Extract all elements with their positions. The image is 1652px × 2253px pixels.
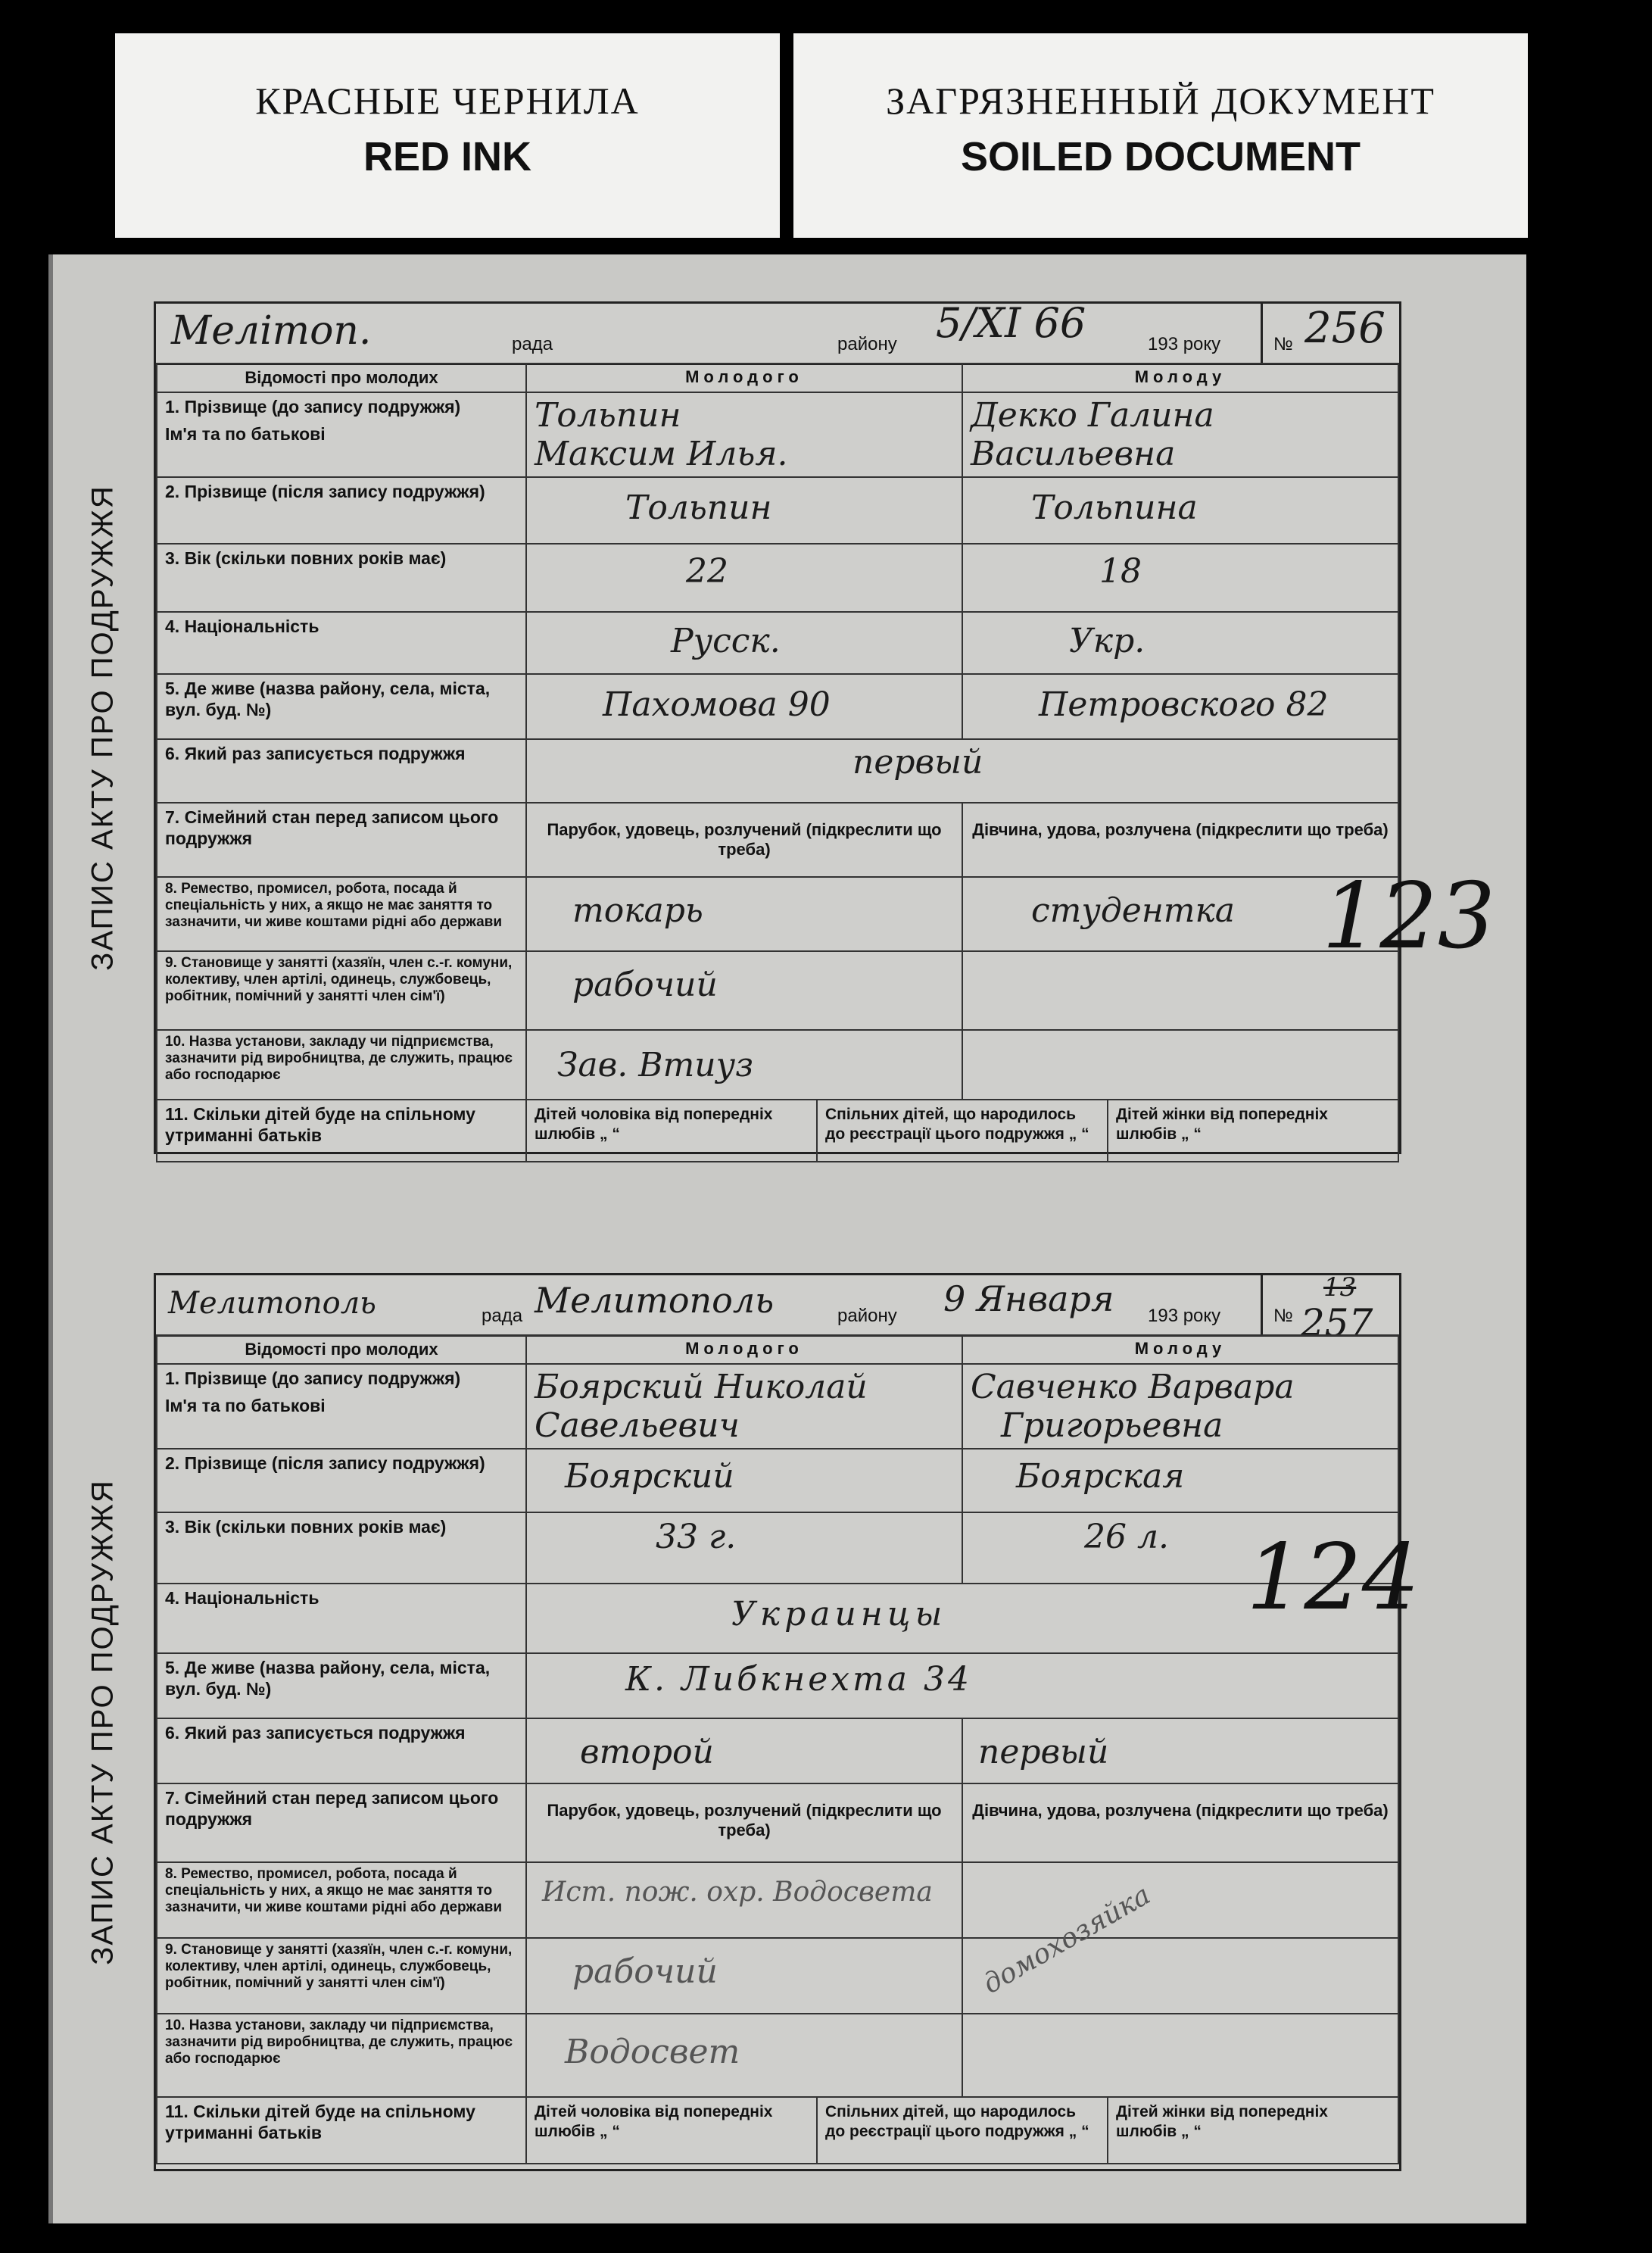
row-1-label: 1. Прізвище (до запису подружжя) Ім'я та по батькові [157, 392, 526, 477]
red-ink-ru: КРАСНЫЕ ЧЕРНИЛА [255, 80, 640, 122]
children-common: Спільних дітей, що народилось до реєстрації цього подружжя „ “ [818, 2098, 1108, 2163]
side-label: ЗАПИС АКТУ ПРО ПОДРУЖЖЯ [86, 1479, 120, 1965]
rada-label: рада [512, 334, 553, 354]
info-header: Відомості про молодих [157, 1335, 526, 1364]
bride-name-cell: Савченко Варвара Григорьевна [962, 1364, 1398, 1449]
bride-workplace-cell [962, 1030, 1398, 1100]
groom-position-cell: рабочий [526, 951, 962, 1030]
groom-position-cell: рабочий [526, 1938, 962, 2014]
rayon-value: Мелитополь [535, 1280, 775, 1321]
bride-after-cell: Боярская [962, 1449, 1398, 1512]
groom-status-cell: Парубок, удовець, розлучений (підкреслити що треба) [526, 1783, 962, 1862]
soiled-en: SOILED DOCUMENT [960, 134, 1361, 179]
bride-job-cell: студентка [962, 877, 1398, 951]
children-bride: Дітей жінки від попередніх шлюбів „ “ [1116, 2103, 1328, 2140]
bride-times-cell: первый [962, 1718, 1398, 1783]
side-label: ЗАПИС АКТУ ПРО ПОДРУЖЖЯ [86, 485, 120, 971]
row-5-label: 5. Де живе (назва району, села, міста, вул. буд. №) [157, 1653, 526, 1718]
rada-label: рада [482, 1306, 523, 1326]
groom-times-cell: второй [526, 1718, 962, 1783]
groom-status-cell: Парубок, удовець, розлучений (підкреслити що треба) [526, 803, 962, 877]
times-cell: первый [526, 739, 1398, 803]
children-cell [526, 1100, 1398, 1162]
nat-cell: Украинцы [526, 1584, 1398, 1653]
date-value: 5/XI 66 [936, 299, 1086, 347]
bride-after-cell: Тольпина [962, 477, 1398, 544]
groom-after-cell: Тольпин [526, 477, 962, 544]
bride-header: Молоду [962, 1335, 1398, 1364]
groom-nat-cell: Русск. [526, 612, 962, 674]
row-10-label: 10. Назва установи, закладу чи підприємства, зазначити рід виробництва, де служить, працює або господарює [157, 2014, 526, 2097]
number-label: № [1273, 1306, 1293, 1326]
record-table [156, 1334, 1399, 2164]
addr-cell: К. Либкнехта 34 [526, 1653, 1398, 1718]
info-header: Відомості про молодих [157, 364, 526, 392]
bride-workplace-cell [962, 2014, 1398, 2097]
row-11-label: 11. Скільки дітей буде на спільному утриманні батьків [157, 1100, 526, 1162]
record-number: 256 [1304, 304, 1385, 353]
groom-job-cell: токарь [526, 877, 962, 951]
rayon-label: району [837, 1306, 897, 1326]
record-number-old: 13 [1323, 1272, 1357, 1303]
bride-position-cell [962, 1938, 1398, 2014]
row-7-label: 7. Сімейний стан перед записом цього подружжя [157, 1783, 526, 1862]
groom-after-cell: Боярский [526, 1449, 962, 1512]
row-3-label: 3. Вік (скільки повних років має) [157, 544, 526, 612]
groom-addr-cell: Пахомова 90 [526, 674, 962, 739]
marriage-record-257 [86, 1272, 1420, 2171]
year-label: 193 року [1148, 334, 1221, 354]
record-table [156, 363, 1399, 1162]
row-10-label: 10. Назва установи, закладу чи підприємства, зазначити рід виробництва, де служить, працює або господарює [157, 1030, 526, 1100]
number-box [1261, 1272, 1399, 1345]
row-8-label: 8. Ремество, промисел, робота, посада й спеціальність у них, а якщо не має заняття то зазначити, чи живе коштами рідні або держави [157, 1862, 526, 1938]
margin-number: 124 [1246, 1525, 1420, 1630]
row-5-label: 5. Де живе (назва району, села, міста, вул. буд. №) [157, 674, 526, 739]
row-11-label: 11. Скільки дітей буде на спільному утриманні батьків [157, 2097, 526, 2164]
children-bride: Дітей жінки від попередніх шлюбів „ “ [1116, 1106, 1328, 1143]
number-label: № [1273, 334, 1293, 354]
groom-header: Молодого [526, 1335, 962, 1364]
soiled-ru: ЗАГРЯЗНЕННЫЙ ДОКУМЕНТ [886, 80, 1435, 122]
row-8-label: 8. Ремество, промисел, робота, посада й спеціальність у них, а якщо не має заняття то зазначити, чи живе коштами рідні або держави [157, 877, 526, 951]
groom-name-cell: Боярский Николай Савельевич [526, 1364, 962, 1449]
rada-value: Мелитополь [168, 1286, 376, 1321]
marriage-record-256 [86, 299, 1496, 1154]
bride-job-cell: домохозяйка [962, 1862, 1398, 1938]
bride-addr-cell: Петровского 82 [962, 674, 1398, 739]
children-groom: Дітей чоловіка від попередніх шлюбів „ “ [527, 1100, 818, 1161]
groom-header: Молодого [526, 364, 962, 392]
groom-age-cell: 33 г. [526, 1512, 962, 1584]
children-cell [526, 2097, 1398, 2164]
margin-number: 123 [1322, 864, 1496, 969]
groom-workplace-cell: Зав. Втиуз [526, 1030, 962, 1100]
row-3-label: 3. Вік (скільки повних років має) [157, 1512, 526, 1584]
record-header [156, 1272, 1399, 1345]
rayon-label: району [837, 334, 897, 354]
bride-header: Молоду [962, 364, 1398, 392]
groom-workplace-cell: Водосвет [526, 2014, 962, 2097]
bride-name-cell: Декко Галина Васильевна [962, 392, 1398, 477]
year-label: 193 року [1148, 1306, 1221, 1326]
number-box [1261, 304, 1399, 363]
red-ink-en: RED INK [363, 134, 531, 179]
bride-nat-cell: Укр. [962, 612, 1398, 674]
date-value: 9 Января [943, 1278, 1114, 1319]
row-9-label: 9. Становище у занятті (хазяїн, член с.-г. комуни, колективу, член артілі, одинець, службовець, робітник, помічний у занятті член сім'ї) [157, 1938, 526, 2014]
register-page [48, 254, 1526, 2223]
row-6-label: 6. Який раз записується подружжя [157, 739, 526, 803]
groom-name-cell: Тольпин Максим Илья. [526, 392, 962, 477]
children-common: Спільних дітей, що народилось до реєстрації цього подружжя „ “ [818, 1100, 1108, 1161]
row-1-label: 1. Прізвище (до запису подружжя) Ім'я та по батькові [157, 1364, 526, 1449]
rada-value: Мелітоп. [171, 308, 372, 354]
children-groom: Дітей чоловіка від попередніх шлюбів „ “ [527, 2098, 818, 2163]
row-4-label: 4. Національність [157, 1584, 526, 1653]
row-2-label: 2. Прізвище (після запису подружжя) [157, 477, 526, 544]
red-ink-label [115, 33, 780, 238]
soiled-document-label [793, 33, 1528, 238]
bride-status-cell: Дівчина, удова, розлучена (підкреслити що треба) [962, 1783, 1398, 1862]
row-4-label: 4. Національність [157, 612, 526, 674]
row-9-label: 9. Становище у занятті (хазяїн, член с.-г. комуни, колективу, член артілі, одинець, службовець, робітник, помічний у занятті член сім'ї) [157, 951, 526, 1030]
row-7-label: 7. Сімейний стан перед записом цього подружжя [157, 803, 526, 877]
bride-age-cell: 26 л. [962, 1512, 1398, 1584]
bride-age-cell: 18 [962, 544, 1398, 612]
bride-status-cell: Дівчина, удова, розлучена (підкреслити що треба) [962, 803, 1398, 877]
record-header [156, 299, 1399, 365]
row-6-label: 6. Який раз записується подружжя [157, 1718, 526, 1783]
record-number: 257 [1301, 1301, 1373, 1345]
groom-age-cell: 22 [526, 544, 962, 612]
row-2-label: 2. Прізвище (після запису подружжя) [157, 1449, 526, 1512]
groom-job-cell: Ист. пож. охр. Водосвета [526, 1862, 962, 1938]
